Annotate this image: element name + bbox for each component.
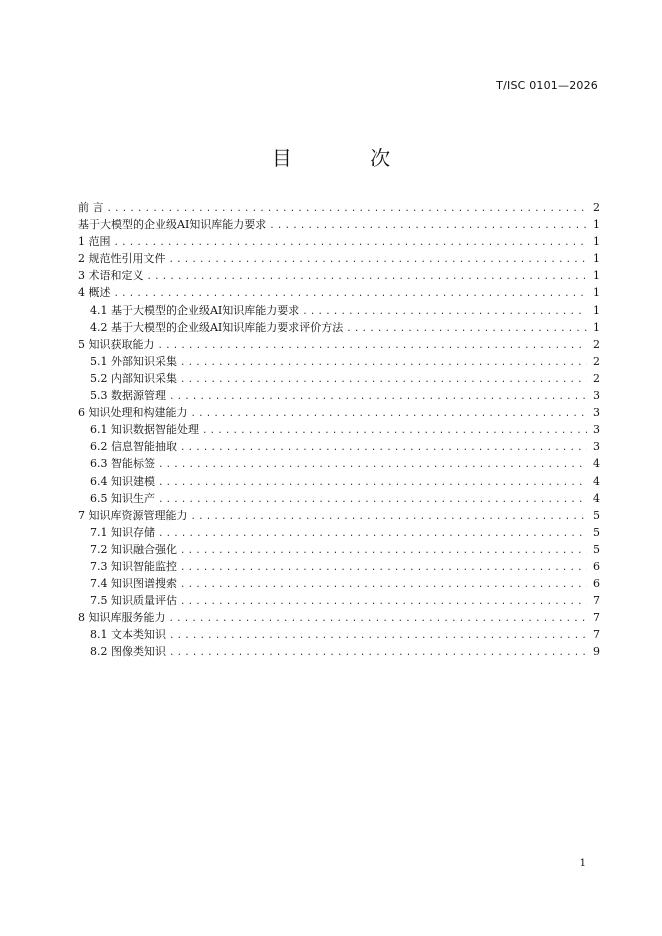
- toc-entry-label: 6 知识处理和构建能力: [78, 406, 188, 420]
- toc-entry[interactable]: [78, 558, 600, 575]
- toc-dot-leader: [169, 645, 587, 662]
- toc-dot-leader: [147, 269, 588, 286]
- toc-entry-page: 1: [593, 218, 600, 232]
- toc-entry-label: 4 概述: [78, 286, 111, 300]
- toc-entry[interactable]: [78, 473, 600, 490]
- toc-entry-page: 5: [593, 508, 600, 522]
- toc-entry[interactable]: [78, 250, 600, 267]
- toc-dot-leader: [158, 338, 588, 355]
- toc-entry-page: 4: [593, 491, 600, 505]
- toc-entry-page: 1: [593, 320, 600, 334]
- toc-entry-label: 7.5 知识质量评估: [90, 594, 177, 608]
- toc-entry[interactable]: [78, 592, 600, 609]
- toc-entry-label: 5.2 内部知识采集: [90, 371, 177, 385]
- toc-entry-page: 1: [593, 252, 600, 266]
- toc-dot-leader: [191, 406, 588, 423]
- toc-entry-label: 7.1 知识存储: [90, 525, 155, 539]
- toc-dot-leader: [158, 526, 587, 543]
- toc-dot-leader: [158, 492, 587, 509]
- toc-entry-page: 7: [593, 594, 600, 608]
- toc-entry[interactable]: [78, 643, 600, 660]
- toc-title: 目 次: [271, 146, 427, 170]
- toc-entry[interactable]: [78, 455, 600, 472]
- toc-entry[interactable]: [78, 421, 600, 438]
- toc-dot-leader: [202, 423, 587, 440]
- toc-entry-label: 7.3 知识智能监控: [90, 559, 177, 573]
- toc-entry-page: 9: [593, 645, 600, 659]
- toc-dot-leader: [269, 218, 587, 235]
- toc-entry-label: 8.2 图像类知识: [90, 645, 166, 659]
- toc-dot-leader: [180, 560, 587, 577]
- toc-entry[interactable]: [78, 284, 600, 301]
- toc-entry-label: 2 规范性引用文件: [78, 252, 166, 266]
- toc-dot-leader: [346, 321, 587, 338]
- toc-entry-page: 6: [593, 577, 600, 591]
- toc-entry[interactable]: [78, 438, 600, 455]
- toc-entry-label: 5.1 外部知识采集: [90, 354, 177, 368]
- toc-entry[interactable]: [78, 267, 600, 284]
- toc-dot-leader: [180, 577, 587, 594]
- toc-entry-label: 8 知识库服务能力: [78, 611, 166, 625]
- toc-entry[interactable]: [78, 490, 600, 507]
- toc-entry-label: 7 知识库资源管理能力: [78, 508, 188, 522]
- toc-entry-page: 2: [593, 337, 600, 351]
- toc-entry-page: 3: [593, 423, 600, 437]
- toc-entry-label: 基于大模型的企业级AI知识库能力要求: [78, 218, 267, 232]
- toc-dot-leader: [180, 594, 587, 611]
- toc-entry[interactable]: [78, 626, 600, 643]
- toc-dot-leader: [158, 475, 587, 492]
- page-number: 1: [579, 858, 586, 869]
- document-code: T/ISC 0101—2026: [496, 79, 598, 92]
- toc-entry-page: 1: [593, 235, 600, 249]
- toc-entry[interactable]: [78, 524, 600, 541]
- toc-entry[interactable]: [78, 575, 600, 592]
- toc-entry[interactable]: [78, 319, 600, 336]
- toc-entry[interactable]: [78, 404, 600, 421]
- toc-entry-page: 7: [593, 628, 600, 642]
- toc-entry-label: 前 言: [78, 201, 104, 214]
- toc-entry-label: 7.4 知识图谱搜索: [90, 577, 177, 591]
- toc-entry-page: 5: [593, 525, 600, 539]
- toc-dot-leader: [191, 509, 588, 526]
- toc-entry[interactable]: [78, 199, 600, 216]
- toc-entry-page: 3: [593, 440, 600, 454]
- toc-entry-label: 6.1 知识数据智能处理: [90, 423, 199, 437]
- toc-entry[interactable]: [78, 541, 600, 558]
- toc-entry-label: 8.1 文本类知识: [90, 628, 166, 642]
- toc-entry[interactable]: [78, 609, 600, 626]
- toc-entry-page: 2: [593, 354, 600, 368]
- toc-entry-label: 6.5 知识生产: [90, 491, 155, 505]
- toc-dot-leader: [169, 611, 588, 628]
- toc-entry[interactable]: [78, 233, 600, 250]
- toc-entry-page: 3: [593, 406, 600, 420]
- toc-entry-label: 6.3 智能标签: [90, 457, 155, 471]
- toc-entry-page: 1: [593, 269, 600, 283]
- toc-dot-leader: [302, 304, 587, 321]
- toc-dot-leader: [180, 543, 587, 560]
- toc-entry-page: 6: [593, 559, 600, 573]
- toc-entry-page: 5: [593, 542, 600, 556]
- toc-dot-leader: [169, 252, 588, 269]
- toc-entry-page: 7: [593, 611, 600, 625]
- toc-dot-leader: [114, 235, 588, 252]
- toc-entry-label: 4.2 基于大模型的企业级AI知识库能力要求评价方法: [90, 320, 344, 334]
- toc-dot-leader: [169, 628, 587, 645]
- toc-dot-leader: [169, 389, 587, 406]
- toc-entry-page: 1: [593, 286, 600, 300]
- toc-entry[interactable]: [78, 370, 600, 387]
- toc-entry-page: 4: [593, 457, 600, 471]
- toc-entry-label: 6.4 知识建模: [90, 474, 155, 488]
- toc-entry[interactable]: [78, 353, 600, 370]
- toc-entry[interactable]: [78, 387, 600, 404]
- table-of-contents: [78, 199, 600, 661]
- toc-entry-page: 2: [593, 201, 600, 214]
- toc-dot-leader: [180, 372, 587, 389]
- toc-entry-page: 1: [593, 303, 600, 317]
- toc-entry[interactable]: [78, 336, 600, 353]
- toc-entry-page: 3: [593, 389, 600, 403]
- toc-entry-label: 7.2 知识融合强化: [90, 542, 177, 556]
- toc-dot-leader: [180, 355, 587, 372]
- toc-entry-page: 2: [593, 371, 600, 385]
- toc-dot-leader: [158, 457, 587, 474]
- toc-entry[interactable]: [78, 302, 600, 319]
- toc-entry-page: 4: [593, 474, 600, 488]
- toc-entry-label: 4.1 基于大模型的企业级AI知识库能力要求: [90, 303, 300, 317]
- toc-entry-label: 3 术语和定义: [78, 269, 144, 283]
- toc-entry[interactable]: [78, 216, 600, 233]
- toc-entry-label: 5.3 数据源管理: [90, 389, 166, 403]
- toc-entry[interactable]: [78, 507, 600, 524]
- toc-entry-label: 5 知识获取能力: [78, 337, 155, 351]
- toc-entry-label: 1 范围: [78, 235, 111, 249]
- toc-entry-label: 6.2 信息智能抽取: [90, 440, 177, 454]
- toc-dot-leader: [180, 440, 587, 457]
